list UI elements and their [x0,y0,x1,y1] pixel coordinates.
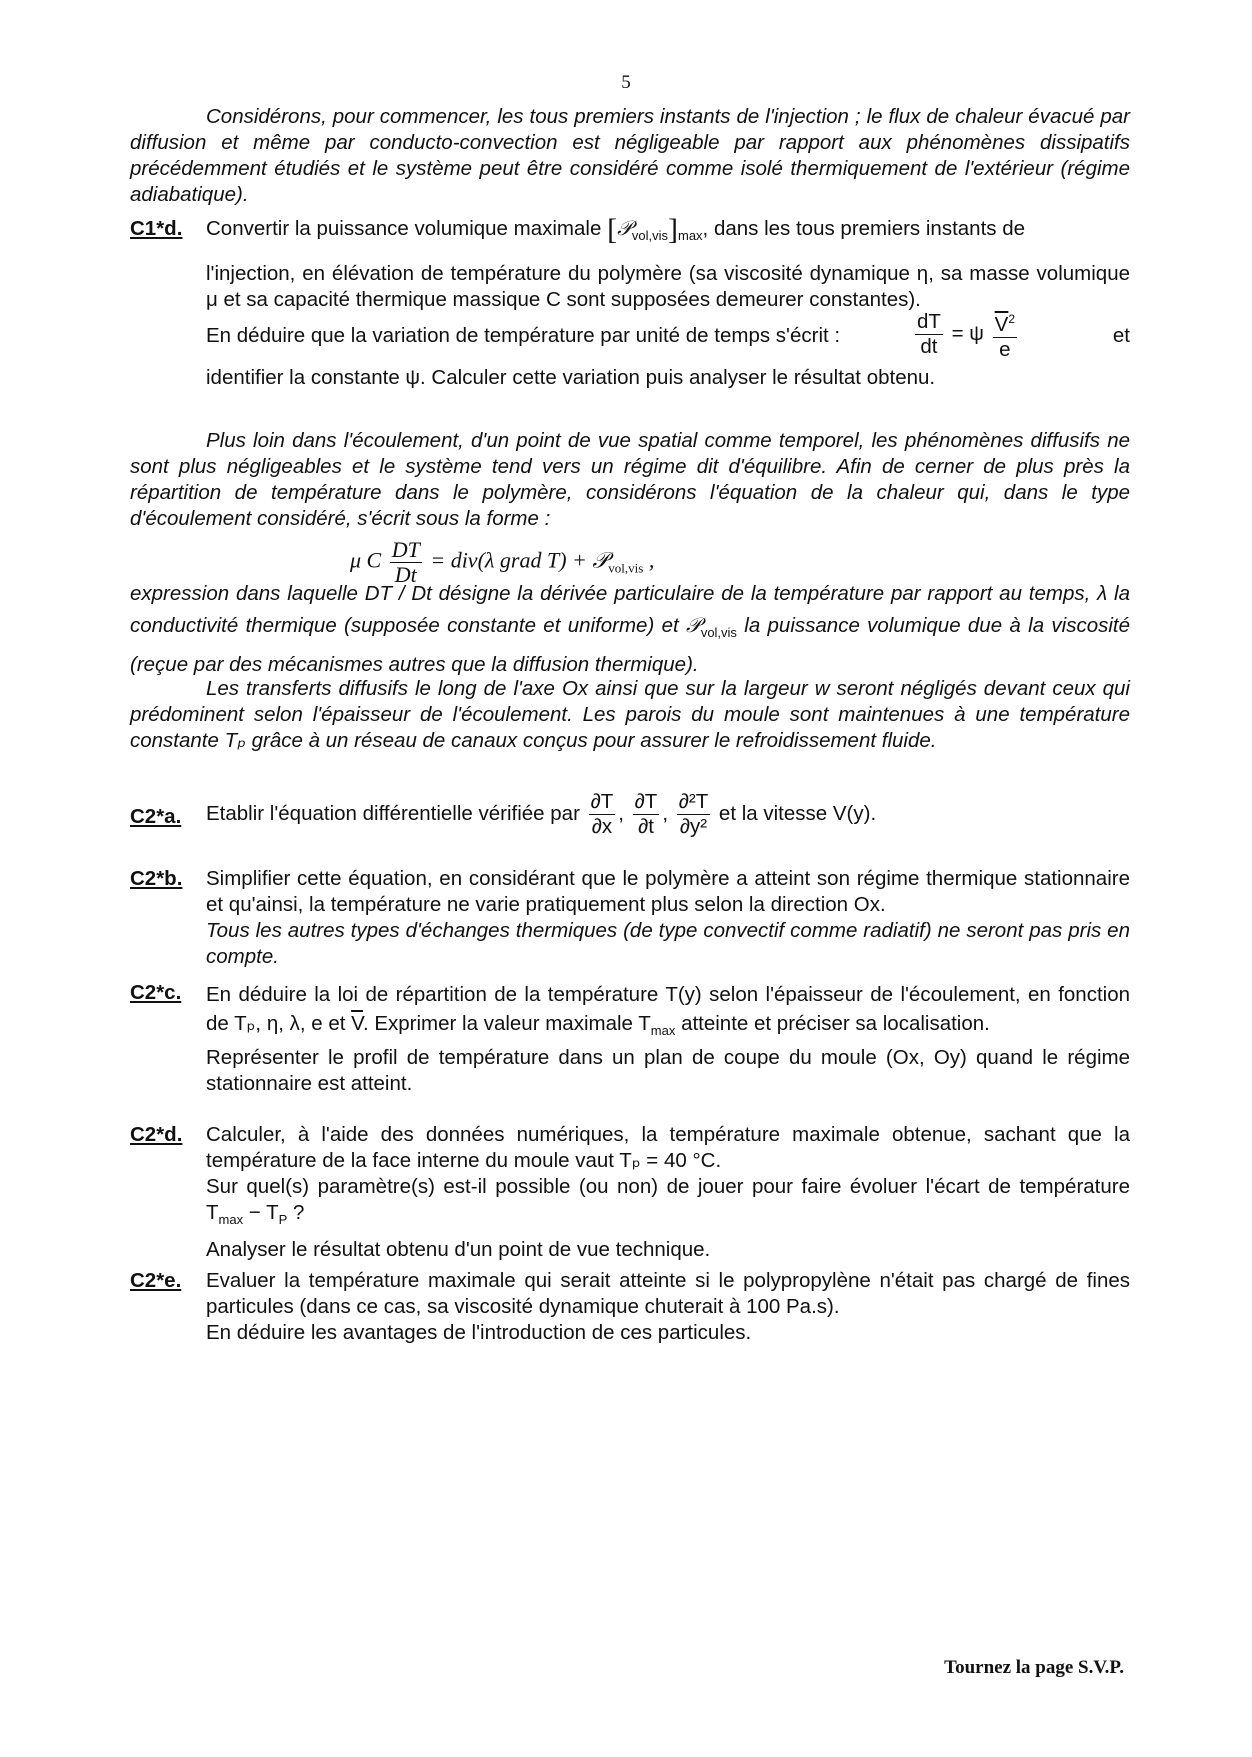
fraction-numerator: $\overline{V}$ [994,312,1009,336]
fraction-numerator: DT [391,537,420,562]
heat-explanation [130,578,1130,681]
text: Simplifier cette équation, en considérant que le polymère a atteint son régime thermique stationnaire et qu'ainsi, la température ne varie pratiquement plus selon la direction Ox. [206,867,1130,916]
question-body [206,866,1130,970]
eq-right: = div(λ grad T) + [430,547,593,573]
question-body [206,213,1130,391]
text: Sur quel(s) paramètre(s) est-il possible (ou non) de jouer pour faire évoluer l'écart de température T [206,1175,1130,1224]
text: − T [243,1201,279,1224]
subscript: P [278,1212,288,1227]
power-symbol: 𝒫 [592,547,609,573]
question-label: C2*b. [130,867,183,890]
text: Analyser le résultat obtenu d'un point de vue technique. [206,1238,711,1261]
fraction-denominator: ∂x [591,815,613,838]
eq-left: μ C [350,547,382,573]
page-number: 5 [621,72,631,93]
text: Evaluer la température maximale qui serait atteinte si le polypropylène n'était pas chargé de fines particules (dans ce cas, sa viscosité dynamique chuterait à 100 Pa.s). [206,1269,1130,1318]
fraction-denominator: ∂y² [679,815,708,838]
fraction-denominator: Dt [394,562,417,587]
rate-equation [912,307,1020,362]
eq-end: , [648,547,655,573]
text: En déduire que la variation de température par unité de temps s'écrit : [206,324,841,347]
question-c1d [130,213,1130,396]
question-label: C2*e. [130,1269,182,1292]
text: l'injection, en élévation de température du polymère (sa viscosité dynamique η, sa masse volumique μ et sa capacité thermique massique C sont supposées demeurer constantes). [206,262,1130,311]
power-symbol: 𝒫 [686,615,701,637]
text: Tous les autres types d'échanges thermiques (de type convectif comme radiatif) ne seront pas pris en compte. [206,919,1130,968]
subscript: vol,vis [700,625,737,640]
question-c2c [130,980,1130,1110]
text: En déduire la loi de répartition de la température T(y) selon l'épaisseur de l'écoulement, en fonction de Tₚ, η, λ, e et [206,983,1130,1035]
fraction-denominator: dt [920,334,938,358]
fraction-denominator: ∂t [638,815,654,838]
power-symbol: 𝒫 [617,218,632,240]
text: En déduire les avantages de l'introduction de ces particules. [206,1321,752,1344]
text: identifier la constante ψ. Calculer cette variation puis analyser le résultat obtenu. [206,366,936,389]
question-body [206,980,1130,1097]
question-label: C2*c. [130,981,182,1004]
text: . Exprimer la valeur maximale T [362,1012,651,1035]
question-c2e [130,1268,1130,1358]
transfer-paragraph: Les transferts diffusifs le long de l'axe Ox ainsi que sur la largeur w seront négligés devant ceux qui prédominent selon l'épaisseur de l'écoulement. Les parois du moule sont maintenues à une température constante Tₚ grâce à un réseau de canaux conçus pour assurer le refroidissement fluide. [130,677,1130,752]
fraction-numerator: ∂²T [678,790,709,813]
text: ? [287,1201,305,1224]
subscript: vol,vis [608,560,644,576]
question-body: Etablir l'équation différentielle vérifiée par $\frac{\partial T}{\partial x}$ , $\frac{\partial T}{\partial t}$ , $\frac{\text{∂²T}}{\text{∂y²}}$ et la vitesse V(y). [206,790,877,838]
text: la puissance volumique due à la viscosité (reçue par des mécanismes autres que la diffusion thermique). [130,614,1131,676]
text: Représenter le profil de température dans un plan de coupe du moule (Ox, Oy) quand le régime stationnaire est atteint. [206,1046,1130,1095]
question-label: C1*d. [130,217,183,240]
fraction-denominator: e [999,337,1011,361]
text: , dans les tous premiers instants de [702,217,1026,240]
text: Etablir l'équation différentielle vérifiée par [206,801,580,825]
text: et [1112,324,1130,347]
question-c2b [130,866,1130,976]
subscript: max [650,1023,676,1038]
text: expression dans laquelle DT / Dt désigne la dérivée particulaire de la température par rapport au temps, λ la conductivité thermique (supposée constante et uniforme) et [130,582,1130,637]
exponent: 2 [1008,312,1016,326]
fraction-numerator: dT [917,309,941,333]
question-label: C2*a. [130,805,182,828]
question-label: C2*d. [130,1123,183,1146]
question-body [206,1268,1130,1346]
heat-paragraph: Plus loin dans l'écoulement, d'un point de vue spatial comme temporel, les phénomènes diffusifs ne sont plus négligeables et le système tend vers un régime dit d'équilibre. Afin de cerner de plus près la répartition de température dans le polymère, considérons l'équation de la chaleur qui, dans le type d'écoulement considéré, s'écrit sous la forme : [130,429,1130,530]
text: et la vitesse V(y). [718,801,877,825]
fraction-numerator: ∂T [634,790,658,813]
question-c2a [130,790,1130,850]
subscript: max [218,1212,244,1227]
bracket-close: ] [667,213,678,246]
equals-psi: = ψ [951,321,984,345]
bracket-open: [ [607,213,618,246]
fraction-numerator: ∂T [590,790,614,813]
footer-note: Tournez la page S.V.P. [944,1657,1124,1678]
question-c2d [130,1122,1130,1261]
subscript: max [677,228,703,243]
text: Calculer, à l'aide des données numériques, la température maximale obtenue, sachant que la température de la face interne du moule vaut Tₚ = 40 °C. [206,1123,1130,1172]
mean-velocity-symbol: $\overline{V}$ [351,1012,363,1035]
intro-paragraph: Considérons, pour commencer, les tous premiers instants de l'injection ; le flux de chaleur évacué par diffusion et même par conducto-convection est négligeable par rapport aux phénomènes dissipatifs précédemment étudiés et le système peut être considéré comme isolé thermiquement de l'extérieur (régime adiabatique). [130,105,1130,206]
subscript: vol,vis [631,228,668,243]
question-body [206,1122,1130,1263]
text: Convertir la puissance volumique maximale [206,217,602,240]
text: atteinte et préciser sa localisation. [681,1012,990,1035]
